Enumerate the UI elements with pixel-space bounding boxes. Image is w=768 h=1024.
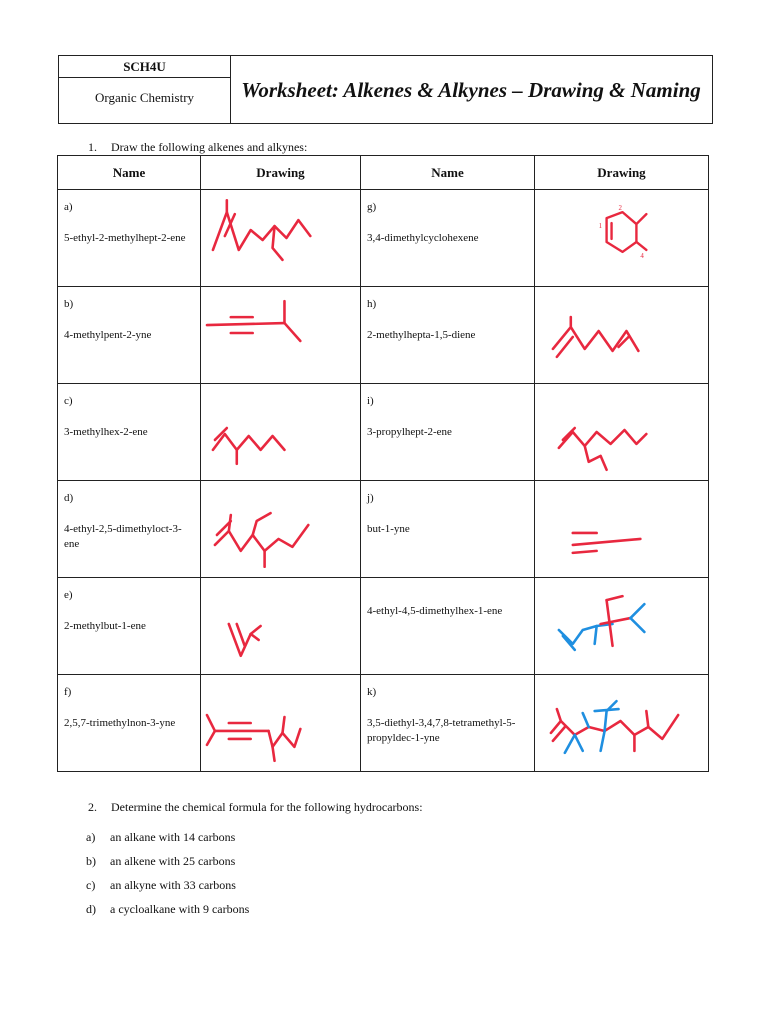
drawing-cell [201,675,361,772]
table-header-row [58,156,709,190]
structure-drawing-h [535,287,708,383]
item-text: an alkyne with 33 carbons [110,878,236,892]
drawing-cell [201,287,361,384]
question-1-number: 1. [88,140,97,154]
compound-name: 4-methylpent-2-yne [64,329,152,341]
worksheet-title: Worksheet: Alkenes & Alkynes – Drawing & Naming [241,77,701,102]
drawing-cell [201,578,361,675]
structure-drawing-b [201,287,360,383]
structure-drawing-e [201,578,360,674]
table-row [58,190,709,287]
table-row [58,384,709,481]
structure-drawing-c [201,384,360,480]
structure-drawing-l [535,578,708,674]
name-cell [361,287,535,384]
list-item [86,902,249,917]
drawing-cell [201,384,361,481]
compound-name: 4-ethyl-2,5-dimethyloct-3-ene [64,523,182,550]
item-label: b) [86,854,96,868]
item-label: c) [86,878,96,892]
item-text: a cycloalkane with 9 carbons [110,902,250,916]
question-1-text: Draw the following alkenes and alkynes: [111,140,308,154]
svg-text:4: 4 [640,251,644,260]
list-item [86,854,235,869]
name-cell [58,287,201,384]
item-label: f) [64,686,72,698]
compound-name: 5-ethyl-2-methylhept-2-ene [64,232,186,244]
structure-drawing-d [201,481,360,577]
compound-name: 2,5,7-trimethylnon-3-yne [64,717,176,729]
table-row [58,578,709,675]
header-drawing-right: Drawing [535,156,709,190]
item-label: k) [367,686,377,698]
question-2 [88,800,423,815]
item-label: c) [64,395,73,407]
course-info [59,56,231,123]
list-item [86,878,236,893]
structure-drawing-a [201,190,360,286]
drawing-cell [535,578,709,675]
name-cell [361,481,535,578]
name-cell [361,578,535,675]
header-name-left: Name [58,156,201,190]
item-label: h) [367,298,377,310]
worksheet-table [57,155,709,772]
course-code: SCH4U [59,56,230,78]
item-label: i) [367,395,374,407]
item-label: j) [367,492,374,504]
header-name-right: Name [361,156,535,190]
item-label: a) [64,201,73,213]
question-2-number: 2. [88,800,97,814]
table-row [58,675,709,772]
table-row [58,287,709,384]
item-label: d) [64,492,74,504]
header-box [58,55,713,124]
course-name: Organic Chemistry [94,90,195,105]
drawing-cell [201,481,361,578]
drawing-cell [535,384,709,481]
item-label: g) [367,201,377,213]
name-cell [361,384,535,481]
structure-drawing-i [535,384,708,480]
table-row [58,481,709,578]
compound-name: 3,4-dimethylcyclohexene [367,232,479,244]
compound-name: 2-methylhepta-1,5-diene [367,329,476,341]
name-cell [58,578,201,675]
structure-drawing-g [535,190,708,286]
question-1 [88,140,307,155]
structure-drawing-j [535,481,708,577]
svg-text:1: 1 [598,222,603,231]
name-cell [58,384,201,481]
structure-drawing-k [535,675,708,771]
item-label: b) [64,298,74,310]
compound-name: 4-ethyl-4,5-dimethylhex-1-ene [367,605,503,617]
svg-text:2: 2 [618,204,622,213]
drawing-cell [535,481,709,578]
compound-name: 3-propylhept-2-ene [367,426,452,438]
name-cell [361,675,535,772]
compound-name: but-1-yne [367,523,410,535]
drawing-cell [535,675,709,772]
item-text: an alkane with 14 carbons [110,830,236,844]
drawing-cell [201,190,361,287]
drawing-cell [535,287,709,384]
item-label: e) [64,589,73,601]
item-label: a) [86,830,96,844]
name-cell [58,481,201,578]
compound-name: 2-methylbut-1-ene [64,620,146,632]
list-item [86,830,235,845]
question-2-text: Determine the chemical formula for the following hydrocarbons: [111,800,423,814]
drawing-cell [535,190,709,287]
compound-name: 3-methylhex-2-ene [64,426,148,438]
name-cell [58,190,201,287]
structure-drawing-f [201,675,360,771]
name-cell [361,190,535,287]
item-label: d) [86,902,96,916]
compound-name: 3,5-diethyl-3,4,7,8-tetramethyl-5-propyldec-1-yne [367,717,516,744]
header-drawing-left: Drawing [201,156,361,190]
name-cell [58,675,201,772]
item-text: an alkene with 25 carbons [110,854,236,868]
